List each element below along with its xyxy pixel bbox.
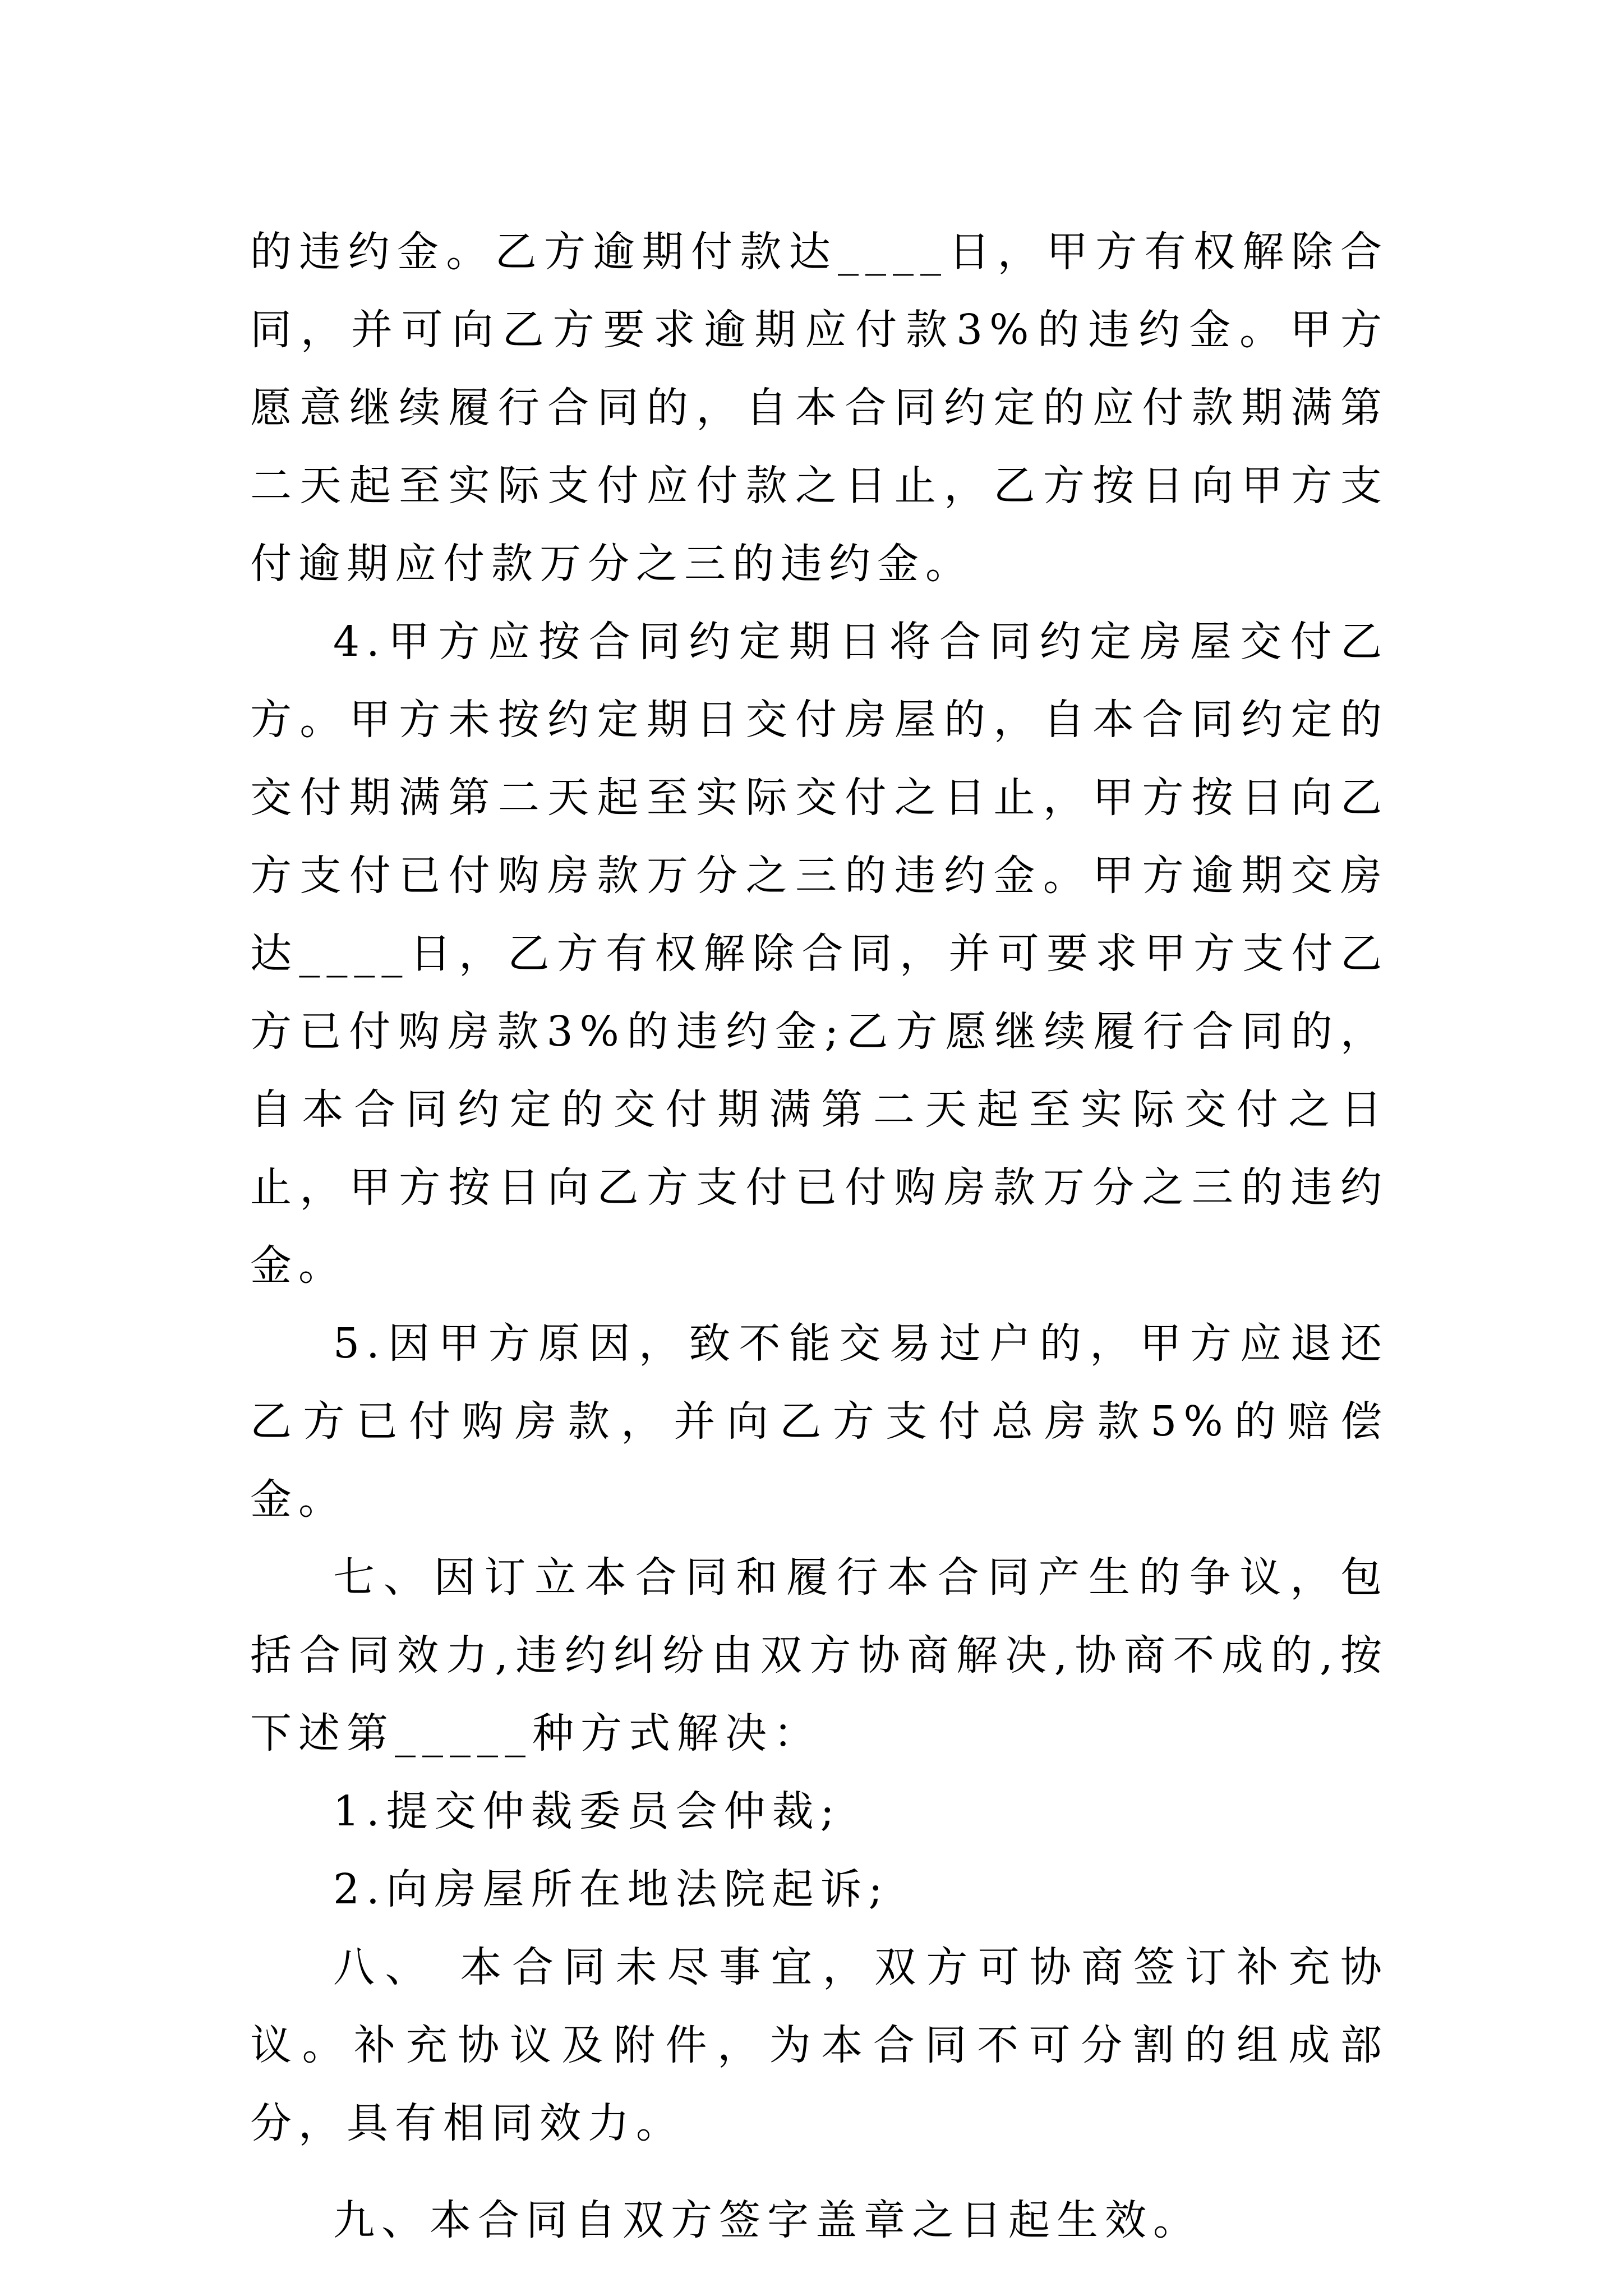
- paragraph-clause-5: 5.因甲方原因，致不能交易过户的，甲方应退还乙方已付购房款，并向乙方支付总房款5%的赔偿金。: [250, 1319, 1389, 1524]
- document-body: [250, 213, 1389, 2260]
- paragraph-section-9: 九、本合同自双方签字盖章之日起生效。: [333, 2196, 1201, 2244]
- paragraph-clause-4: 4.甲方应按合同约定期日将合同约定房屋交付乙方。甲方未按约定期日交付房屋的，自本合同约定的交付期满第二天起至实际交付之日止，甲方按日向乙方支付已付购房款万分之三的违约金。甲方逾期交房达____日，乙方有权解除合同，并可要求甲方支付乙方已付购房款3%的违约金;乙方愿继续履行合同的，自本合同约定的交付期满第二天起至实际交付之日止，甲方按日向乙方支付已付购房款万分之三的违约金。: [250, 618, 1389, 1290]
- paragraph-option-1: 1.提交仲裁委员会仲裁;: [333, 1787, 841, 1835]
- paragraph-section-7: 七、因订立本合同和履行本合同产生的争议，包括合同效力,违约纠纷由双方协商解决,协商不成的,按下述第_____种方式解决：: [250, 1553, 1389, 1757]
- paragraph-penalty-continuation: 的违约金。乙方逾期付款达____日，甲方有权解除合同，并可向乙方要求逾期应付款3%的违约金。甲方愿意继续履行合同的，自本合同约定的应付款期满第二天起至实际支付应付款之日止，乙方按日向甲方支付逾期应付款万分之三的违约金。: [250, 228, 1389, 588]
- paragraph-option-2: 2.向房屋所在地法院起诉;: [333, 1865, 889, 1913]
- paragraph-section-8: 八、 本合同未尽事宜，双方可协商签订补充协议。补充协议及附件，为本合同不可分割的组成部分，具有相同效力。: [250, 1943, 1389, 2147]
